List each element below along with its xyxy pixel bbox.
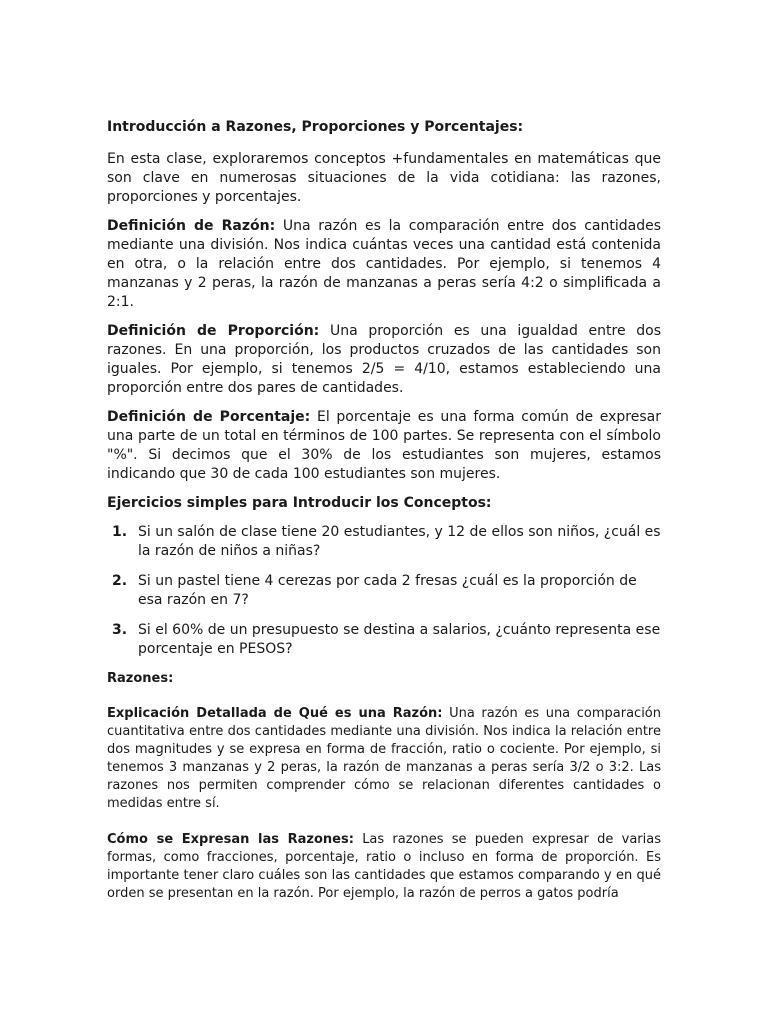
list-item	[107, 621, 661, 659]
exercise-number: 2.	[112, 573, 128, 589]
razones-explicacion-term: Explicación Detallada de Qué es una Razón:	[107, 706, 443, 721]
definition-proporcion	[107, 322, 661, 398]
definition-porcentaje-term: Definición de Porcentaje:	[107, 409, 311, 425]
exercise-number: 3.	[112, 622, 128, 638]
razones-explicacion	[107, 705, 661, 813]
exercise-text: Si un pastel tiene 4 cerezas por cada 2 fresas ¿cuál es la proporción de esa razón en 7?	[138, 573, 637, 608]
exercises-list	[107, 523, 661, 659]
exercise-text: Si el 60% de un presupuesto se destina a salarios, ¿cuánto representa ese porcentaje en PESOS?	[138, 622, 661, 657]
list-item	[107, 523, 661, 561]
razones-heading: Razones:	[107, 671, 174, 686]
razones-expresion-text: Las razones se pueden expresar de varias formas, como fracciones, porcentaje, ratio o incluso en forma de proporción. Es importante tener claro cuáles son las cantidades que estamos comparando y en qué orden se presentan en la razón. Por ejemplo, la razón de perros a gatos podría	[107, 832, 661, 901]
definition-razon-text: Una razón es la comparación entre dos cantidades mediante una división. Nos indica cuántas veces una cantidad está contenida en otra, o la relación entre dos cantidades. Por ejemplo, si tenemos 4 manzanas y 2 peras, la razón de manzanas a peras sería 4:2 o simplificada a 2:1.	[107, 218, 662, 310]
razones-expresion	[107, 831, 661, 903]
intro-paragraph: En esta clase, exploraremos conceptos +fundamentales en matemáticas que son clave en numerosas situaciones de la vida cotidiana: las razones, proporciones y porcentajes.	[107, 151, 661, 205]
definition-proporcion-text: Una proporción es una igualdad entre dos razones. En una proporción, los productos cruzados de las cantidades son iguales. Por ejemplo, si tenemos 2/5 = 4/10, estamos estableciendo una proporción entre dos pares de cantidades.	[107, 323, 661, 396]
definition-razon-term: Definición de Razón:	[107, 218, 276, 234]
razones-explicacion-text: Una razón es una comparación cuantitativa entre dos cantidades mediante una división. Nos indica la relación entre dos magnitudes y se expresa en forma de fracción, ratio o cociente. Por ejemplo, si tenemos 3 manzanas y 2 peras, la razón de manzanas a peras sería 3/2 o 3:2. Las razones nos permiten comprender cómo se relacionan diferentes cantidades o medidas entre sí.	[107, 706, 661, 811]
definition-porcentaje	[107, 408, 661, 484]
document-page	[107, 118, 661, 921]
definition-porcentaje-text: El porcentaje es una forma común de expresar una parte de un total en términos de 100 partes. Se representa con el símbolo "%". Si decimos que el 30% de los estudiantes son mujeres, estamos indicando que 30 de cada 100 estudiantes son mujeres.	[107, 409, 662, 482]
definition-proporcion-term: Definición de Proporción:	[107, 323, 320, 339]
definition-razon	[107, 217, 661, 312]
exercise-number: 1.	[112, 524, 128, 540]
exercise-text: Si un salón de clase tiene 20 estudiantes, y 12 de ellos son niños, ¿cuál es la razón de niños a niñas?	[138, 524, 661, 559]
document-title: Introducción a Razones, Proporciones y Porcentajes:	[107, 119, 524, 135]
razones-expresion-term: Cómo se Expresan las Razones:	[107, 832, 354, 847]
exercises-heading: Ejercicios simples para Introducir los Conceptos:	[107, 495, 492, 511]
list-item	[107, 572, 661, 610]
